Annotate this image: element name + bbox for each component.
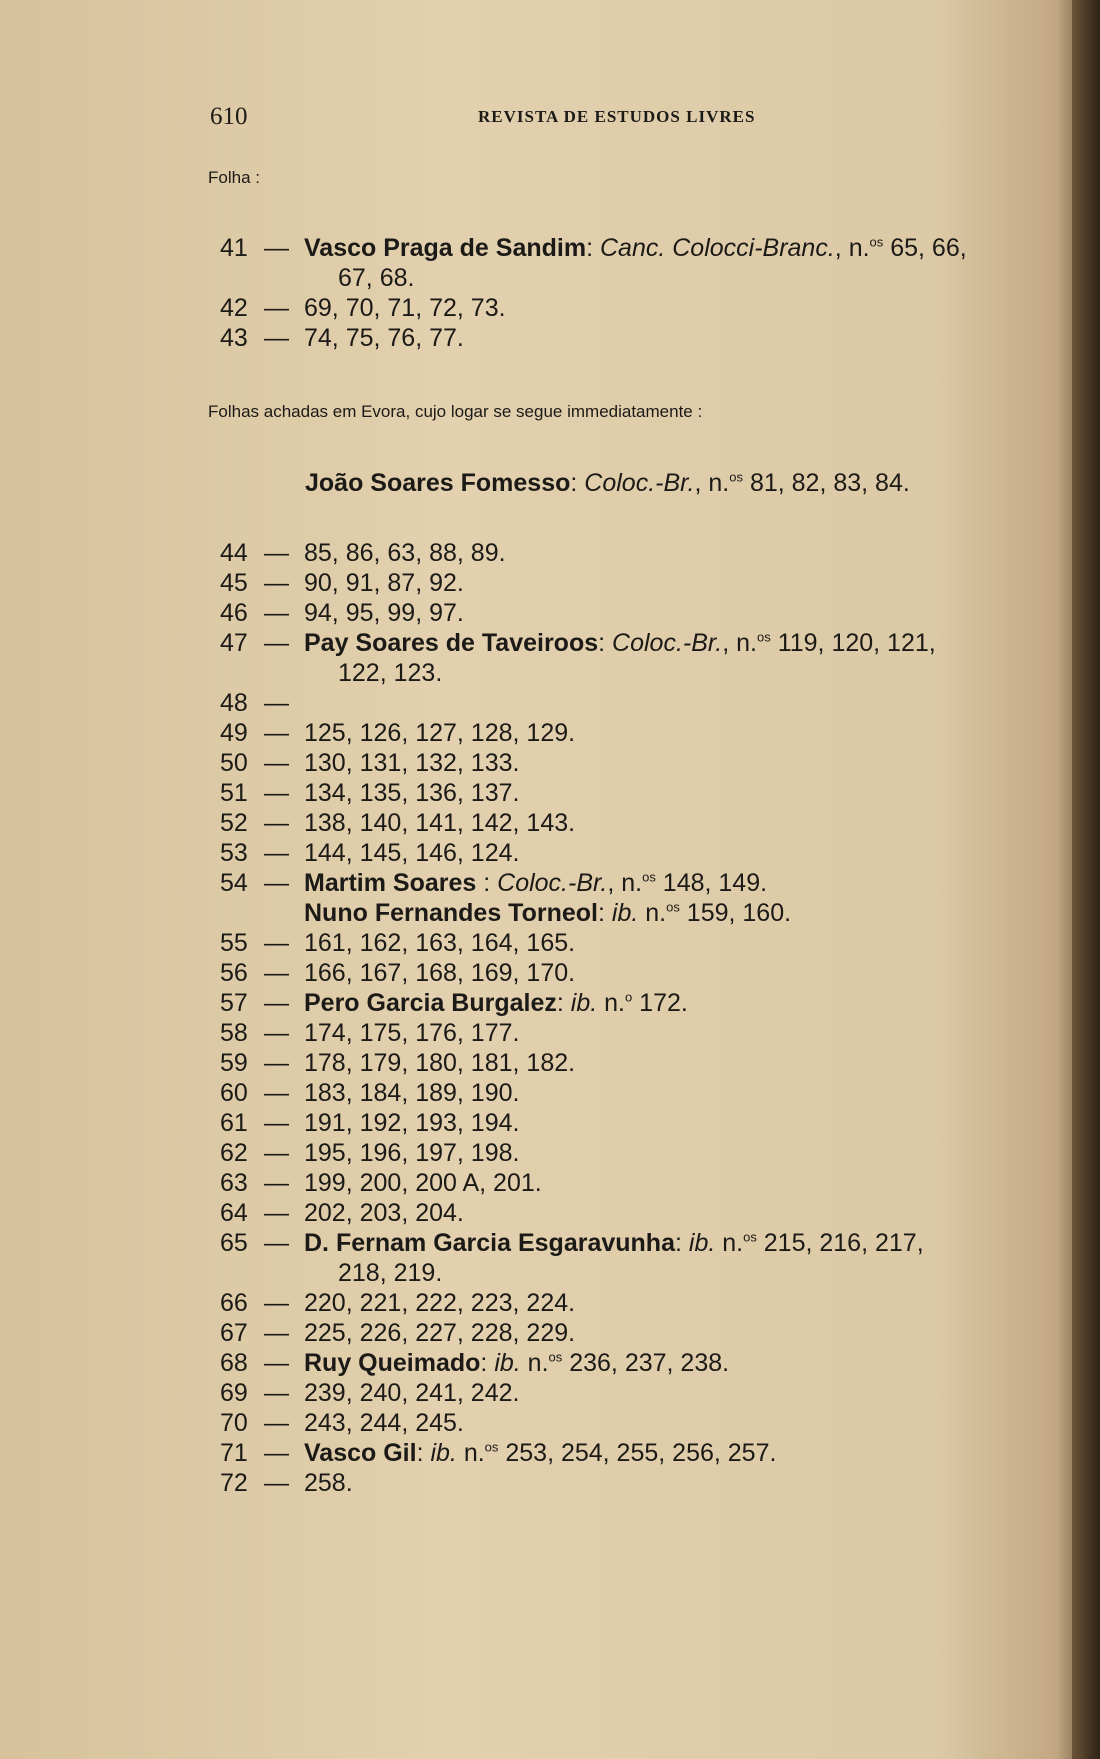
entry-name: Vasco Praga de Sandim (304, 234, 587, 262)
entry-dash: — (264, 1229, 289, 1257)
entry-dash: — (264, 234, 289, 262)
entry-text (304, 718, 575, 748)
entry-text (304, 958, 575, 988)
journal-title: REVISTA DE ESTUDOS LIVRES (478, 107, 756, 126)
joao-soares-line (305, 468, 910, 498)
entry-items: 166, 167, 168, 169, 170. (304, 959, 576, 987)
entry-nos: n. (715, 1229, 744, 1257)
entry-number: 53 (220, 839, 248, 867)
entry-nos: , n. (694, 469, 730, 497)
entry-items: 172. (632, 989, 688, 1017)
entry-number: 67 (220, 1319, 248, 1347)
entry-dash: — (264, 719, 289, 747)
entry-text (304, 1168, 542, 1198)
entry-dash: — (264, 1409, 289, 1437)
entry-dash: — (264, 839, 289, 867)
entry-nos: n. (638, 899, 667, 927)
entry-ref: ib. (494, 1349, 521, 1377)
entry-number: 66 (220, 1289, 248, 1317)
entry-dash: — (264, 539, 289, 567)
entry-dash: — (264, 809, 289, 837)
entry-text (304, 1438, 776, 1468)
entry-number: 61 (220, 1109, 248, 1137)
entry-items: 236, 237, 238. (562, 1349, 730, 1377)
entry-dash: — (264, 869, 289, 897)
entry-ref: ib. (430, 1439, 457, 1467)
entry-number: 59 (220, 1049, 248, 1077)
entry-number: 46 (220, 599, 248, 627)
entry-number: 68 (220, 1349, 248, 1377)
entry-text (304, 1228, 924, 1258)
entry-items: 202, 203, 204. (304, 1199, 464, 1227)
entry-text (304, 323, 464, 353)
entry-text (304, 233, 967, 263)
entry-nos: , n. (722, 629, 758, 657)
entry-text (304, 538, 506, 568)
entry-number: 62 (220, 1139, 248, 1167)
entry-dash: — (264, 1139, 289, 1167)
entry-number: 52 (220, 809, 248, 837)
entry-number: 47 (220, 629, 248, 657)
entry-number: 48 (220, 689, 248, 717)
entry-text (304, 568, 464, 598)
entry-dash: — (264, 294, 289, 322)
entry-items: 195, 196, 197, 198. (304, 1139, 520, 1167)
entry-items: 253, 254, 255, 256, 257. (498, 1439, 777, 1467)
entry-dash: — (264, 959, 289, 987)
entry-dash: — (264, 1169, 289, 1197)
entry-items: 90, 91, 87, 92. (304, 569, 464, 597)
entry-items: 191, 192, 193, 194. (304, 1109, 520, 1137)
entry-number: 57 (220, 989, 248, 1017)
entry-dash: — (264, 629, 289, 657)
entry-number: 65 (220, 1229, 248, 1257)
entry-name: Ruy Queimado (304, 1349, 481, 1377)
entry-number: 63 (220, 1169, 248, 1197)
entry-items: 94, 95, 99, 97. (304, 599, 464, 627)
entry-items: 243, 244, 245. (304, 1409, 464, 1437)
entry-number: 41 (220, 234, 248, 262)
entry-sep: : (416, 1439, 431, 1467)
entry-number: 69 (220, 1379, 248, 1407)
entry-number: 45 (220, 569, 248, 597)
entry-text (304, 898, 791, 928)
entry-text (304, 1078, 519, 1108)
entry-sup: os (484, 1439, 499, 1455)
entry-dash: — (264, 324, 289, 352)
entry-dash: — (264, 1199, 289, 1227)
entry-text (304, 628, 936, 658)
entry-dash: — (264, 929, 289, 957)
entry-name: João Soares Fomesso (305, 469, 571, 497)
entry-dash: — (264, 1079, 289, 1107)
entry-text (304, 1468, 353, 1498)
page-number: 610 (210, 103, 248, 130)
entry-number: 44 (220, 539, 248, 567)
evora-label: Folhas achadas em Evora, cujo logar se segue immediatamente : (208, 402, 703, 421)
entry-number: 70 (220, 1409, 248, 1437)
entry-number: 51 (220, 779, 248, 807)
entry-sep: : (556, 989, 571, 1017)
entry-dash: — (264, 1439, 289, 1467)
entry-items: 215, 216, 217, (756, 1229, 924, 1257)
entry-sep: : (674, 1229, 689, 1257)
entry-items: 225, 226, 227, 228, 229. (304, 1319, 576, 1347)
entry-dash: — (264, 1349, 289, 1377)
entry-dash: — (264, 689, 289, 717)
entry-text (304, 1408, 464, 1438)
entry-ref: Coloc.-Br. (584, 469, 695, 497)
entry-number: 64 (220, 1199, 248, 1227)
entry-number: 60 (220, 1079, 248, 1107)
entry-text (304, 988, 688, 1018)
entry-dash: — (264, 749, 289, 777)
entry-ref: Canc. Colocci-Branc. (599, 234, 835, 262)
entry-dash: — (264, 989, 289, 1017)
entry-number: 71 (220, 1439, 248, 1467)
entry-text (304, 1348, 729, 1378)
entry-text (304, 868, 767, 898)
entry-text (304, 293, 506, 323)
folha-label: Folha : (208, 168, 260, 187)
entry-dash: — (264, 779, 289, 807)
entry-sep: : (598, 629, 613, 657)
entry-items: 199, 200, 200 A, 201. (304, 1169, 542, 1197)
entry-items: 183, 184, 189, 190. (304, 1079, 520, 1107)
entry-items: 258. (304, 1469, 353, 1497)
entry-sup: os (757, 629, 771, 645)
entry-continuation: 122, 123. (338, 659, 443, 687)
entry-items: 85, 86, 63, 88, 89. (304, 539, 506, 567)
entry-text (304, 1288, 575, 1318)
entry-dash: — (264, 1109, 289, 1137)
entry-items: 148, 149. (655, 869, 768, 897)
entry-text (304, 838, 519, 868)
entry-items: 239, 240, 241, 242. (304, 1379, 520, 1407)
entry-name: Pay Soares de Taveiroos (304, 629, 599, 657)
entry-text (304, 808, 575, 838)
entry-ref: ib. (570, 989, 598, 1017)
entry-number: 72 (220, 1469, 248, 1497)
entry-number: 54 (220, 869, 248, 897)
entry-items: 74, 75, 76, 77. (304, 324, 464, 352)
entry-items: 220, 221, 222, 223, 224. (304, 1289, 576, 1317)
entry-number: 55 (220, 929, 248, 957)
entry-ref: ib. (611, 899, 639, 927)
entry-items: 161, 162, 163, 164, 165. (304, 929, 576, 957)
entry-items: 69, 70, 71, 72, 73. (304, 294, 506, 322)
entry-number: 58 (220, 1019, 248, 1047)
entry-sup: os (869, 234, 884, 250)
entry-items: 159, 160. (679, 899, 792, 927)
entry-text (304, 1108, 519, 1138)
entry-items: 144, 145, 146, 124. (304, 839, 520, 867)
entry-items: 65, 66, (883, 234, 967, 262)
entry-text (304, 1378, 519, 1408)
entry-sep: : (476, 869, 498, 897)
entry-sep: : (570, 469, 585, 497)
entry-items: 134, 135, 136, 137. (304, 779, 520, 807)
entry-number: 56 (220, 959, 248, 987)
entry-items: 174, 175, 176, 177. (304, 1019, 520, 1047)
entry-sup: os (642, 869, 656, 885)
entry-number: 43 (220, 324, 248, 352)
entry-dash: — (264, 599, 289, 627)
entry-text (304, 598, 464, 628)
entry-name: Martim Soares (304, 869, 477, 897)
running-head (210, 103, 780, 129)
entry-number: 42 (220, 294, 248, 322)
entry-ref: ib. (688, 1229, 716, 1257)
entry-sep: : (598, 899, 612, 927)
entry-text (304, 928, 575, 958)
entry-text (304, 1198, 464, 1228)
entry-nos: , n. (607, 869, 643, 897)
entry-dash: — (264, 569, 289, 597)
entry-text (304, 778, 519, 808)
entry-ref: Coloc.-Br. (612, 629, 723, 657)
entry-items: 130, 131, 132, 133. (304, 749, 520, 777)
entry-dash: — (264, 1019, 289, 1047)
entry-dash: — (264, 1289, 289, 1317)
entry-name: Vasco Gil (304, 1439, 417, 1467)
entry-dash: — (264, 1319, 289, 1347)
entry-name: Pero Garcia Burgalez (304, 989, 557, 1017)
entry-items: 81, 82, 83, 84. (743, 469, 910, 497)
entry-sep: : (586, 234, 600, 262)
entry-number: 49 (220, 719, 248, 747)
entry-nos: n. (456, 1439, 485, 1467)
entry-name: D. Fernam Garcia Esgaravunha (304, 1229, 675, 1257)
entry-sup: os (548, 1349, 563, 1365)
entry-nos: , n. (834, 234, 870, 262)
entry-items: 138, 140, 141, 142, 143. (304, 809, 576, 837)
entry-text (304, 1018, 519, 1048)
entry-items: 125, 126, 127, 128, 129. (304, 719, 576, 747)
entry-sup: os (729, 469, 743, 485)
entry-dash: — (264, 1379, 289, 1407)
entry-text (304, 1318, 575, 1348)
entry-sup: os (743, 1229, 757, 1245)
entry-dash: — (264, 1469, 289, 1497)
entry-items: 178, 179, 180, 181, 182. (304, 1049, 576, 1077)
entry-sup: os (666, 899, 680, 915)
entry-sep: : (480, 1349, 495, 1377)
entry-number: 50 (220, 749, 248, 777)
entry-dash: — (264, 1049, 289, 1077)
entry-nos: n. (597, 989, 625, 1017)
entry-text (304, 748, 519, 778)
entry-sup: o (625, 989, 633, 1005)
entry-continuation: 67, 68. (338, 264, 415, 292)
entry-items: 119, 120, 121, (770, 629, 936, 657)
entry-ref: Coloc.-Br. (497, 869, 608, 897)
entry-text (304, 1138, 519, 1168)
entry-name: Nuno Fernandes Torneol (304, 899, 598, 927)
entry-nos: n. (520, 1349, 549, 1377)
entry-continuation: 218, 219. (338, 1259, 443, 1287)
book-spine-shadow (1072, 0, 1100, 1759)
entry-text (304, 1048, 575, 1078)
